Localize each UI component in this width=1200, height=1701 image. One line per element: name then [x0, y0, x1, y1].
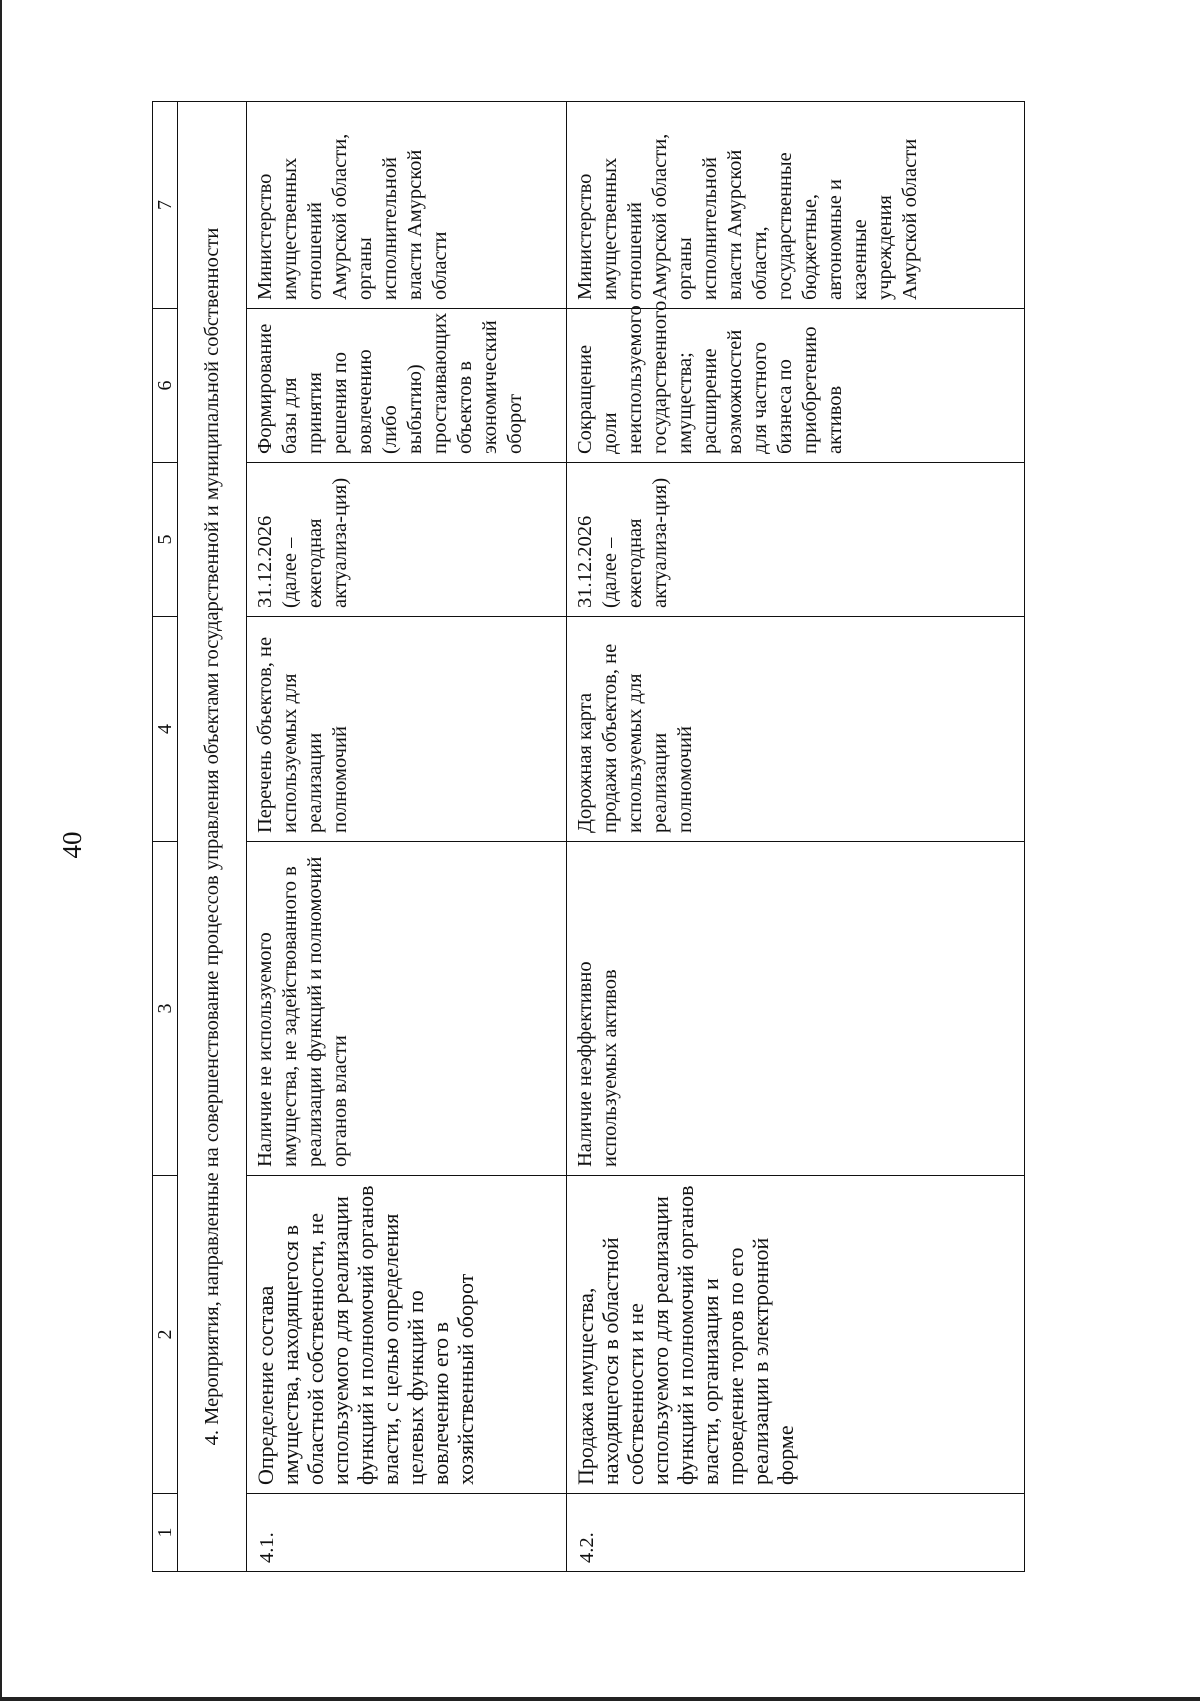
- responsible-cell: Министерство имущественных отношений Амурской области, органы исполнительной власти Амурской области, государственные бюджетные, автономные и казенные учреждения Амурской области: [567, 102, 1025, 309]
- page-number: 40: [57, 831, 87, 859]
- column-number: 3: [153, 842, 178, 1176]
- scan-edge-left: [0, 0, 2, 1701]
- row-number: 4.2.: [567, 1494, 1025, 1572]
- column-number-row: [153, 102, 178, 1572]
- result-document-cell: Дорожная карта продажи объектов, не используемых для реализации полномочий: [567, 617, 1025, 842]
- effect-cell: Сокращение доли неиспользуемого государственного имущества; расширение возможностей для частного бизнеса по приобретению активов: [567, 309, 1025, 463]
- scan-edge-bottom: [0, 1697, 1200, 1701]
- deadline-cell: 31.12.2026 (далее – ежегодная актуализа-ция): [247, 463, 567, 617]
- column-number: 4: [153, 617, 178, 842]
- measure-cell: Определение состава имущества, находящегося в областной собственности, не используемого для реализации функций и полномочий органов власти, с целью определения целевых функций по вовлечению его в хозяйственный оборот: [247, 1176, 567, 1494]
- result-document-cell: Перечень объектов, не используемых для реализации полномочий: [247, 617, 567, 842]
- responsible-cell: Министерство имущественных отношений Амурской области, органы исполнительной власти Амурской области: [247, 102, 567, 309]
- problem-cell: Наличие не используемого имущества, не задействованного в реализации функций и полномочий органов власти: [247, 842, 567, 1176]
- section-row: [178, 102, 247, 1572]
- deadline-cell: 31.12.2026 (далее – ежегодная актуализа-ция): [567, 463, 1025, 617]
- table-row: [247, 102, 567, 1572]
- column-number: 5: [153, 463, 178, 617]
- column-number: 1: [153, 1494, 178, 1572]
- measure-cell: Продажа имущества, находящегося в областной собственности и не используемого для реализации функций и полномочий органов власти, организация и проведение торгов по его реализации в электронной форме: [567, 1176, 1025, 1494]
- column-number: 7: [153, 102, 178, 309]
- measures-table: [152, 102, 1025, 1572]
- problem-cell: Наличие неэффективно используемых активов: [567, 842, 1025, 1176]
- column-number: 6: [153, 309, 178, 463]
- section-title: 4. Мероприятия, направленные на совершенствование процессов управления объектами государственной и муниципальной собственности: [178, 102, 247, 1572]
- column-number: 2: [153, 1176, 178, 1494]
- row-number: 4.1.: [247, 1494, 567, 1572]
- table-row: [567, 102, 1025, 1572]
- effect-cell: Формирование базы для принятия решения по вовлечению (либо выбытию) простаивающих объектов в экономический оборот: [247, 309, 567, 463]
